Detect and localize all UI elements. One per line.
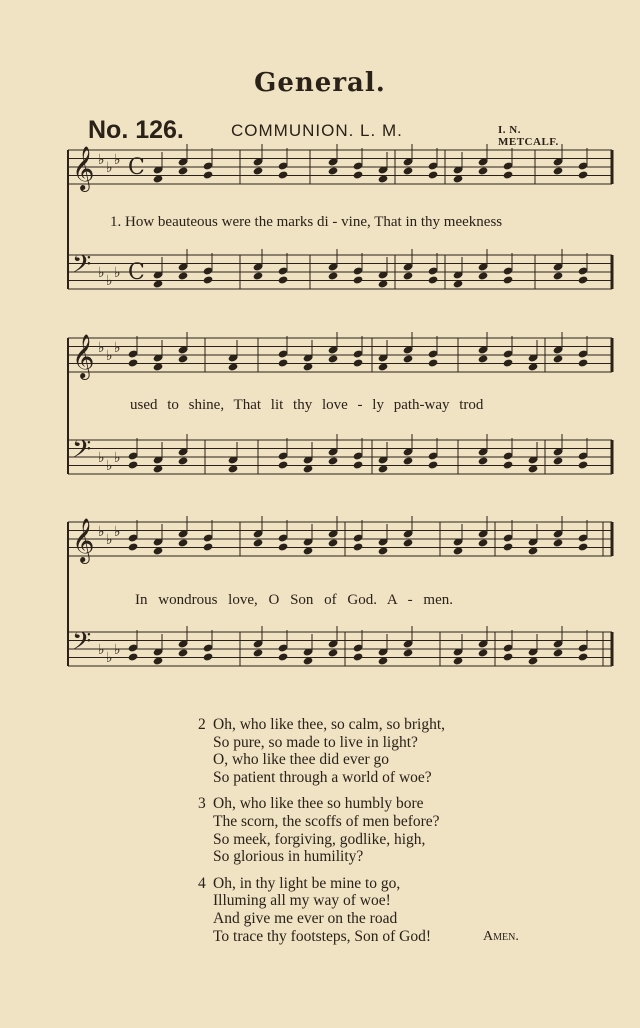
note-head [178, 648, 189, 657]
note-head [403, 271, 414, 280]
verse-number: 2 [198, 716, 206, 733]
note-head [478, 648, 489, 657]
note-head [553, 456, 564, 465]
section-title: General. [254, 68, 386, 98]
note-head [553, 166, 564, 175]
note-head [178, 354, 189, 363]
note-head [503, 358, 514, 367]
note-head [278, 652, 289, 661]
note-head [353, 275, 364, 284]
flat-sign: ♭ [98, 450, 105, 466]
note-head [203, 542, 214, 551]
verse-line: The scorn, the scoffs of men before? [213, 812, 440, 830]
verse-line: So pure, so made to live in light? [213, 733, 418, 751]
note-head [503, 460, 514, 469]
note-head [353, 358, 364, 367]
lyric-line-2: used to shine, That lit thy love - ly path-way trod [130, 397, 484, 413]
note-head [553, 354, 564, 363]
verse-3 [198, 795, 598, 865]
verse-line: And give me ever on the road [213, 909, 398, 927]
note-head [428, 170, 439, 179]
note-head [403, 166, 414, 175]
note-head [503, 275, 514, 284]
flat-sign: ♭ [114, 524, 121, 540]
note-head [253, 166, 264, 175]
amen-mark: Amen. [483, 928, 519, 944]
flat-sign: ♭ [106, 273, 113, 289]
note-head [253, 648, 264, 657]
flat-sign: ♭ [114, 265, 121, 281]
note-head [278, 358, 289, 367]
flat-sign: ♭ [98, 524, 105, 540]
note-head [503, 170, 514, 179]
treble-clef: 𝄞 [72, 334, 95, 378]
note-head [328, 456, 339, 465]
verse-line: O, who like thee did ever go [213, 751, 390, 769]
note-head [478, 354, 489, 363]
note-head [478, 538, 489, 547]
note-head [578, 275, 589, 284]
flat-sign: ♭ [106, 160, 113, 176]
note-head [428, 358, 439, 367]
verse-line: So glorious in humility? [213, 848, 364, 866]
verse-line: So meek, forgiving, godlike, high, [213, 830, 426, 848]
note-head [178, 166, 189, 175]
verse-line-text: To trace thy footsteps, Son of God! [213, 927, 432, 945]
note-head [353, 460, 364, 469]
note-head [203, 275, 214, 284]
note-head [403, 648, 414, 657]
note-head [278, 542, 289, 551]
flat-sign: ♭ [114, 340, 121, 356]
verse-4 [198, 875, 598, 945]
note-head [353, 170, 364, 179]
verse-number: 3 [198, 795, 206, 813]
note-head [478, 456, 489, 465]
note-head [253, 271, 264, 280]
note-head [128, 358, 139, 367]
lyric-line-3: In wondrous love, O Son of God. A - men. [135, 592, 453, 608]
flat-sign: ♭ [106, 348, 113, 364]
note-head [178, 271, 189, 280]
note-head [253, 538, 264, 547]
note-head [128, 460, 139, 469]
note-head [578, 170, 589, 179]
note-head [328, 538, 339, 547]
note-head [278, 460, 289, 469]
note-head [428, 275, 439, 284]
bass-clef: 𝄢 [72, 627, 92, 662]
additional-verses [198, 716, 598, 954]
common-time: C [128, 260, 145, 285]
note-head [553, 271, 564, 280]
flat-sign: ♭ [106, 650, 113, 666]
verse-number: 4 [198, 874, 206, 892]
note-head [428, 460, 439, 469]
note-head [178, 538, 189, 547]
note-head [578, 652, 589, 661]
composer: I. N. METCALF. [498, 124, 559, 148]
note-head [578, 542, 589, 551]
flat-sign: ♭ [114, 450, 121, 466]
note-head [478, 271, 489, 280]
verse-line: Illuming all my way of woe! [213, 892, 391, 910]
flat-sign: ♭ [98, 340, 105, 356]
note-head [353, 542, 364, 551]
note-head [403, 354, 414, 363]
hymn-number: No. 126. [88, 116, 184, 144]
note-head [278, 275, 289, 284]
flat-sign: ♭ [114, 152, 121, 168]
treble-clef: 𝄞 [72, 146, 95, 190]
note-head [478, 166, 489, 175]
flat-sign: ♭ [106, 532, 113, 548]
note-head [278, 170, 289, 179]
flat-sign: ♭ [106, 458, 113, 474]
common-time: C [128, 155, 145, 180]
note-head [553, 648, 564, 657]
treble-clef: 𝄞 [72, 518, 95, 562]
note-head [403, 538, 414, 547]
note-head [328, 354, 339, 363]
note-head [553, 538, 564, 547]
note-head [578, 358, 589, 367]
lyric-line-1: 1. How beauteous were the marks di - vine, That in thy meekness [110, 214, 503, 230]
verse-line [198, 928, 598, 946]
note-head [203, 652, 214, 661]
note-head [403, 456, 414, 465]
note-head [578, 460, 589, 469]
verse-line: Oh, in thy light be mine to go, [213, 874, 401, 892]
note-head [128, 652, 139, 661]
flat-sign: ♭ [98, 152, 105, 168]
bass-clef: 𝄢 [72, 435, 92, 470]
flat-sign: ♭ [114, 642, 121, 658]
note-head [328, 271, 339, 280]
note-head [128, 542, 139, 551]
verse-line: So patient through a world of woe? [213, 768, 432, 786]
verse-2 [198, 716, 598, 786]
note-head [503, 542, 514, 551]
note-head [328, 166, 339, 175]
verse-line: Oh, who like thee, so calm, so bright, [213, 716, 446, 733]
hymn-name: COMMUNION. L. M. [231, 121, 403, 140]
verse-line: Oh, who like thee so humbly bore [213, 795, 424, 813]
note-head [328, 648, 339, 657]
note-head [178, 456, 189, 465]
bass-clef: 𝄢 [72, 250, 92, 285]
flat-sign: ♭ [98, 265, 105, 281]
note-head [203, 170, 214, 179]
flat-sign: ♭ [98, 642, 105, 658]
note-head [353, 652, 364, 661]
note-head [503, 652, 514, 661]
